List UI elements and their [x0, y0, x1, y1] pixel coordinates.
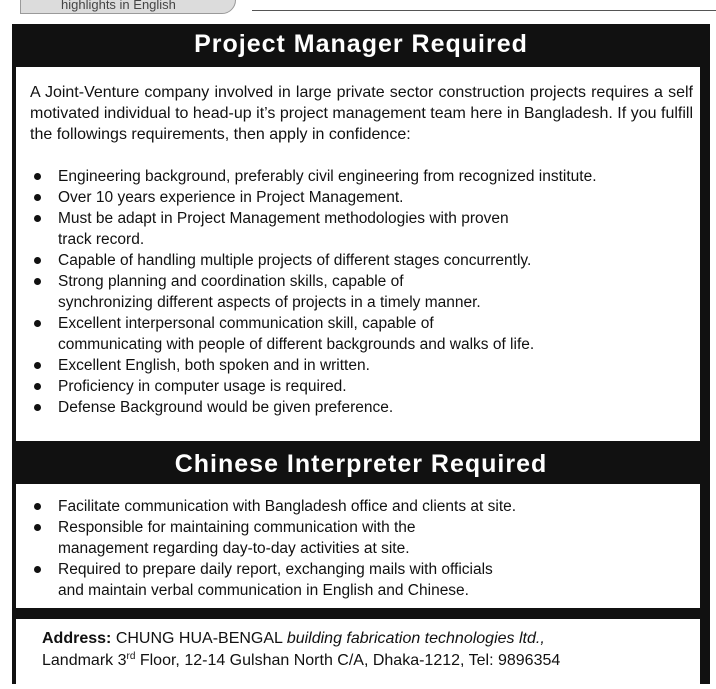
list-item-text: Required to prepare daily report, exchanging mails with officials and maintain verbal communication in English and Chinese.	[58, 561, 493, 599]
pm-heading: Project Manager Required	[194, 30, 528, 58]
list-item-text: Must be adapt in Project Management methodologies with proven track record.	[58, 210, 509, 248]
company-name: CHUNG HUA-BENGAL	[115, 630, 283, 647]
list-item	[30, 187, 700, 208]
bullet-icon	[34, 215, 41, 222]
bullet-icon	[34, 566, 41, 573]
company-tagline: building fabrication technologies ltd.,	[286, 630, 545, 647]
bullet-icon	[34, 194, 41, 201]
section-tag-label: highlights in English	[61, 0, 176, 12]
address-detail: Floor, 12-14 Gulshan North C/A, Dhaka-1212, Tel: 9896354	[135, 652, 561, 669]
list-item-text: Facilitate communication with Bangladesh office and clients at site.	[58, 498, 517, 515]
bullet-icon	[34, 278, 41, 285]
list-item-text: Excellent interpersonal communication skill, capable of communicating with people of different backgrounds and walks of life.	[58, 315, 535, 353]
list-item	[30, 517, 680, 559]
pm-requirements-list	[30, 166, 700, 418]
bullet-icon	[34, 320, 41, 327]
address-landmark: Landmark 3	[42, 652, 127, 669]
list-item-text: Proficiency in computer usage is required.	[58, 378, 347, 395]
header-rule	[252, 10, 716, 11]
section-tag	[20, 0, 236, 14]
address-label: Address:	[42, 630, 112, 647]
list-item	[30, 250, 700, 271]
list-item	[30, 166, 700, 187]
bullet-icon	[34, 404, 41, 411]
ci-heading: Chinese Interpreter Required	[174, 450, 548, 478]
bullet-icon	[34, 257, 41, 264]
list-item	[30, 397, 700, 418]
address-block	[42, 628, 702, 672]
list-item	[30, 271, 700, 313]
list-item-text: Responsible for maintaining communication with the management regarding day-to-day activities at site.	[58, 519, 416, 557]
bullet-icon	[34, 524, 41, 531]
list-item	[30, 376, 700, 397]
list-item-text: Capable of handling multiple projects of different stages concurrently.	[58, 252, 532, 269]
list-item	[30, 355, 700, 376]
address-line-2	[42, 650, 702, 672]
bullet-icon	[34, 383, 41, 390]
address-line-1	[42, 628, 702, 650]
list-item-text: Strong planning and coordination skills, capable of synchronizing different aspects of projects in a timely manner.	[58, 273, 481, 311]
list-item-text: Over 10 years experience in Project Management.	[58, 189, 404, 206]
list-item	[30, 559, 680, 601]
bullet-icon	[34, 362, 41, 369]
bullet-icon	[34, 173, 41, 180]
list-item-text: Excellent English, both spoken and in written.	[58, 357, 370, 374]
ci-duties-list	[30, 496, 680, 601]
list-item-text: Engineering background, preferably civil engineering from recognized institute.	[58, 168, 597, 185]
bullet-icon	[34, 503, 41, 510]
ordinal-suffix: rd	[126, 651, 136, 662]
list-item	[30, 208, 700, 250]
list-item	[30, 313, 700, 355]
pm-intro: A Joint-Venture company involved in large private sector construction projects requires a self motivated individual to head-up it’s project management team here in Bangladesh. If you fulfill the followings requirements, then apply in confidence:	[30, 84, 693, 143]
list-item-text: Defense Background would be given preference.	[58, 399, 394, 416]
list-item	[30, 496, 680, 517]
